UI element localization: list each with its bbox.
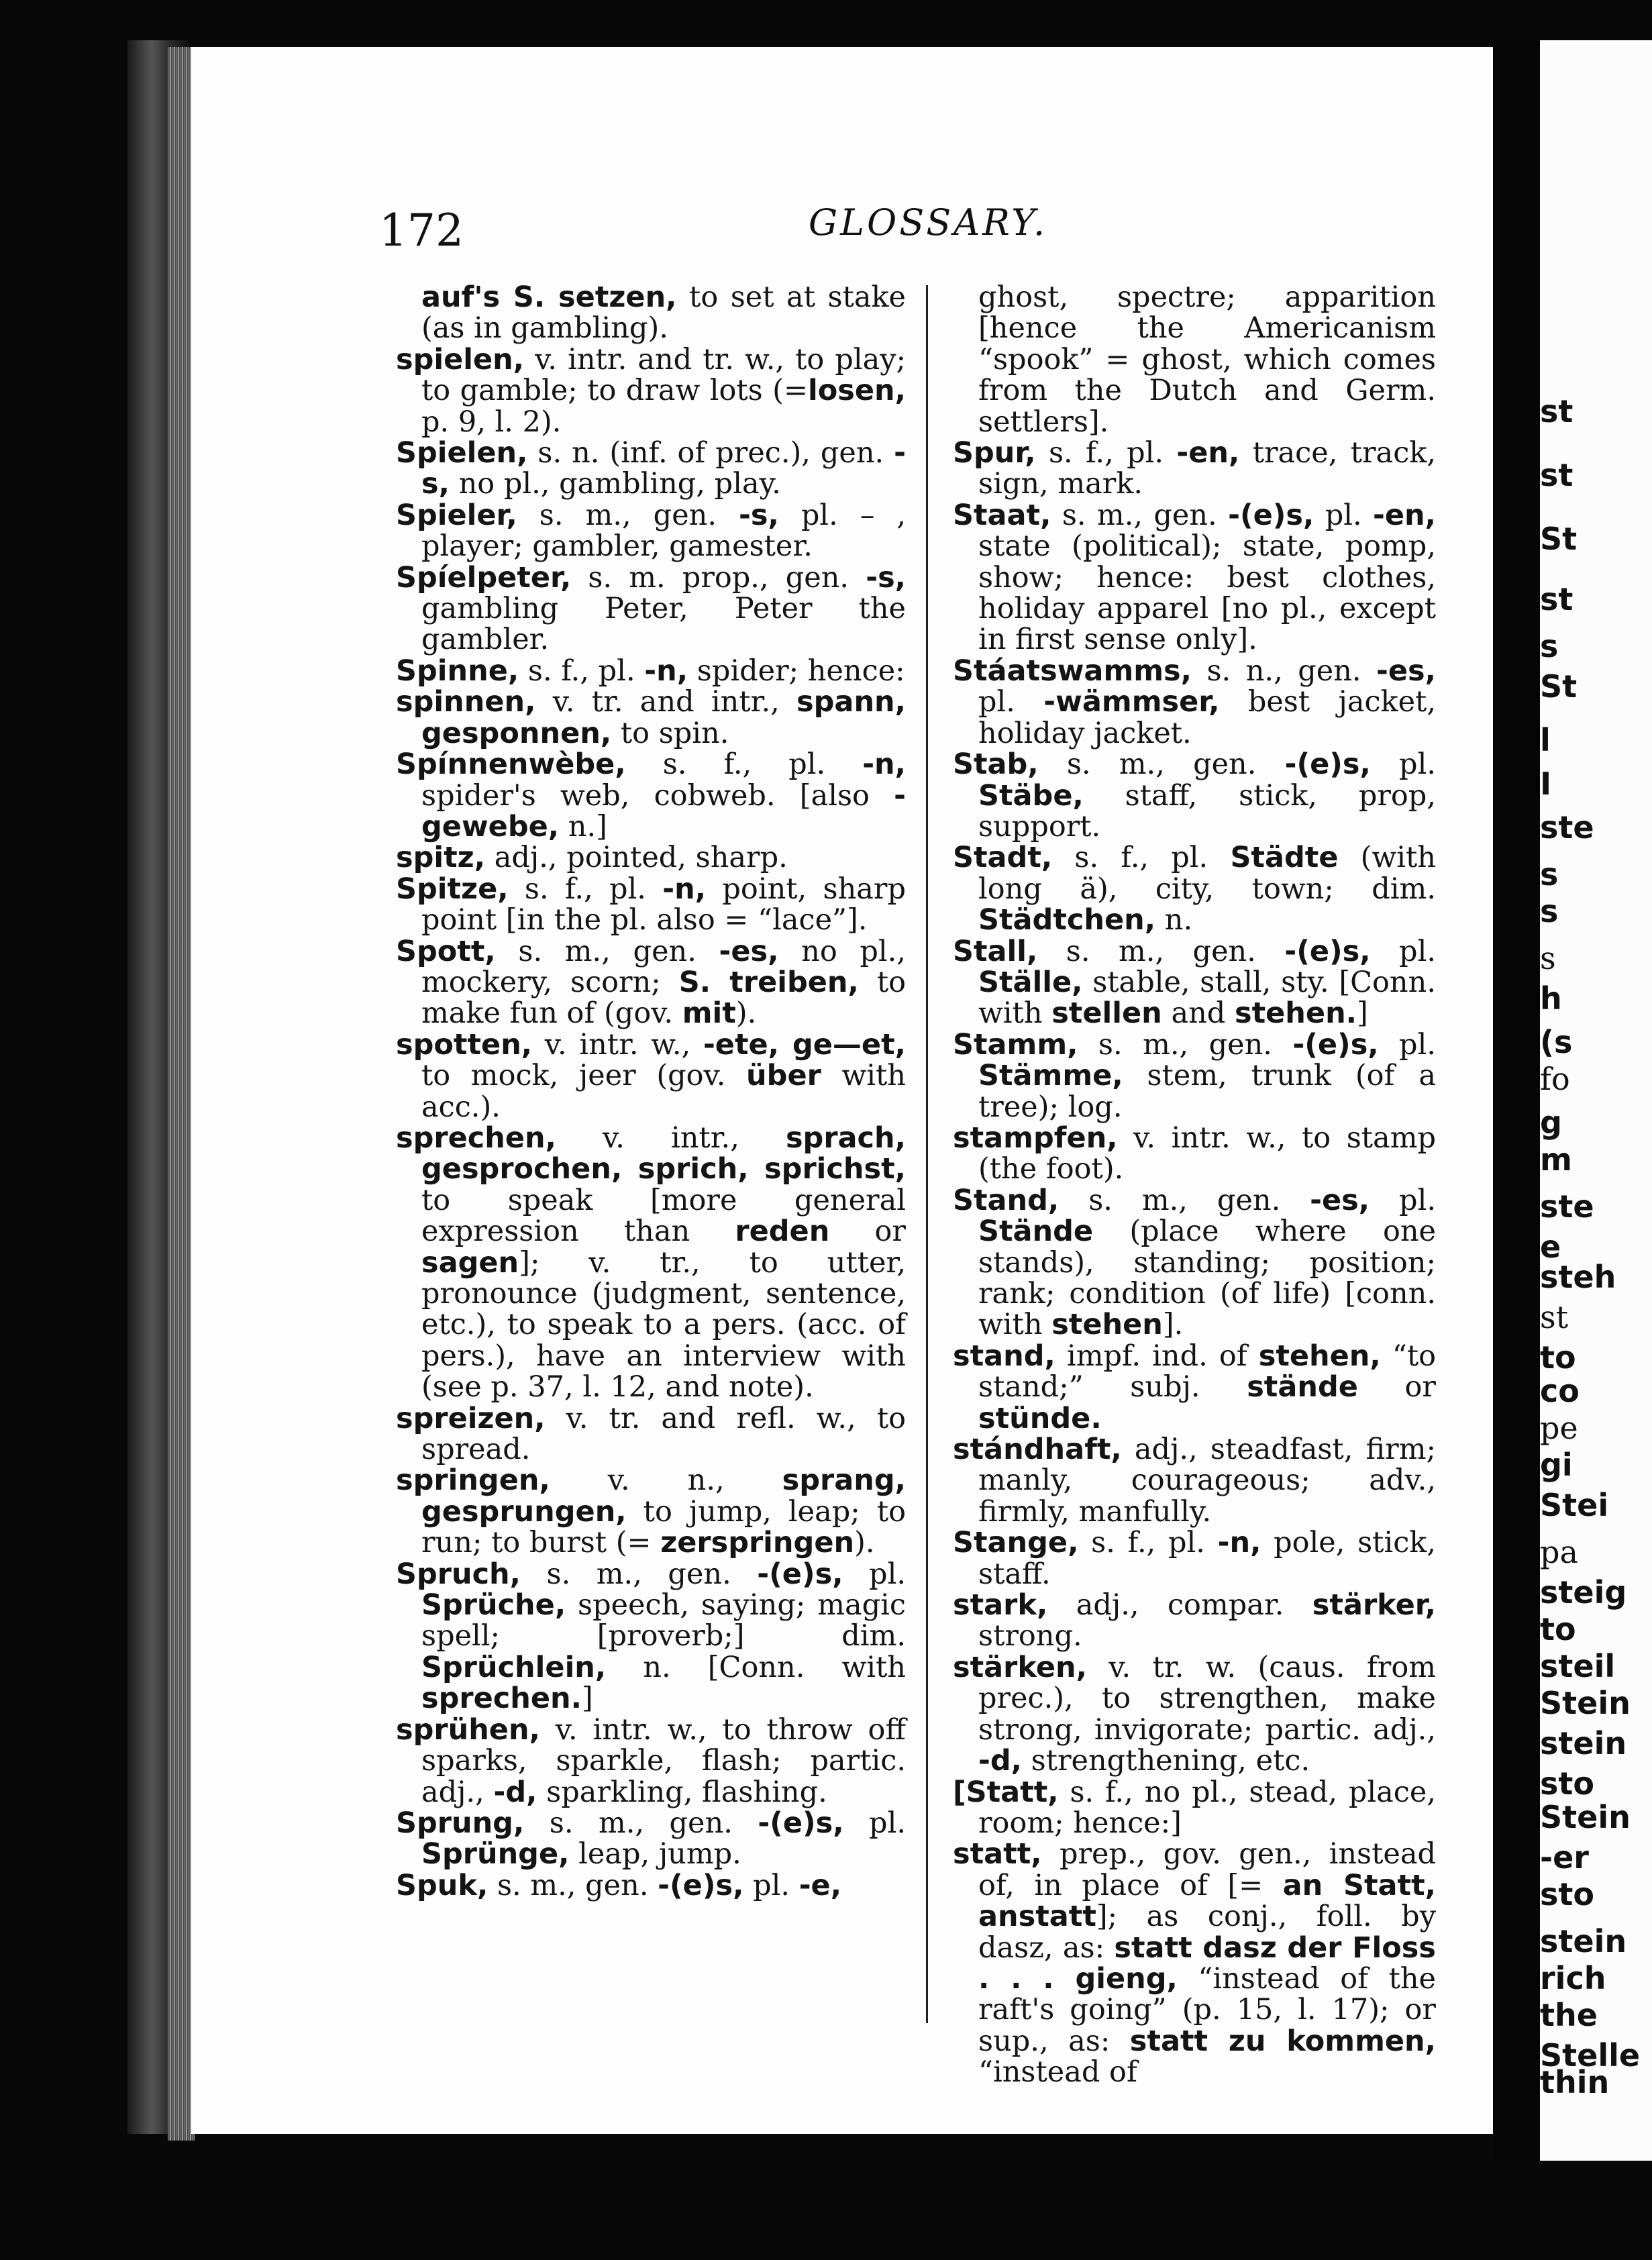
definition-text: s. n., gen. bbox=[1192, 654, 1377, 688]
glossary-entry bbox=[396, 749, 906, 842]
definition-text: pl. bbox=[1370, 748, 1436, 782]
bold-form: -es, bbox=[719, 934, 779, 968]
bold-form: stehen. bbox=[1234, 996, 1357, 1031]
definition-text: best jacket, holiday jacket. bbox=[978, 685, 1436, 750]
bold-form: -n, bbox=[662, 872, 707, 906]
headword: spielen, bbox=[396, 342, 525, 376]
definition-text: no pl., mockery, scorn; bbox=[421, 934, 906, 999]
bold-form: sprang, gesprungen, bbox=[421, 1463, 906, 1529]
definition-text: s. n. (inf. of prec.), gen. bbox=[527, 436, 894, 470]
bold-form: -s, bbox=[739, 498, 779, 532]
bold-form: -(e)s, bbox=[1292, 1027, 1379, 1062]
bold-form: -(e)s, bbox=[1284, 934, 1371, 968]
glossary-entry bbox=[396, 1123, 906, 1403]
next-page-text-fragment: steh bbox=[1540, 1259, 1616, 1295]
page-number: 172 bbox=[379, 205, 464, 256]
next-page-text-fragment: h bbox=[1540, 980, 1562, 1017]
definition-text: s. f., pl. bbox=[625, 748, 863, 782]
headword: Spruch, bbox=[396, 1557, 521, 1591]
next-page-text-fragment: Stein bbox=[1540, 1799, 1631, 1835]
definition-text: n.] bbox=[559, 809, 607, 843]
bold-form: spann, gesponnen, bbox=[421, 685, 906, 750]
bold-form: stellen bbox=[1051, 996, 1162, 1031]
headword: Spinne, bbox=[396, 654, 519, 688]
headword: Stáatswamms, bbox=[953, 654, 1192, 688]
headword: [Statt, bbox=[953, 1775, 1059, 1809]
next-page-text-fragment: e bbox=[1540, 1229, 1561, 1265]
definition-text: no pl., gambling, play. bbox=[449, 467, 781, 501]
bold-form: -wämmser, bbox=[1043, 685, 1220, 719]
left-column bbox=[396, 282, 906, 1901]
glossary-entry bbox=[953, 1527, 1436, 1590]
definition-text: v. intr. w., to stamp (the foot). bbox=[978, 1121, 1436, 1186]
definition-text: s. m., gen. bbox=[1037, 934, 1285, 968]
glossary-entry bbox=[953, 1185, 1436, 1341]
next-page-text-fragment: ste bbox=[1540, 1188, 1594, 1225]
bold-form: mit bbox=[682, 996, 736, 1031]
glossary-entry bbox=[396, 1029, 906, 1123]
running-head: GLOSSARY. bbox=[809, 201, 1048, 244]
definition-text: or bbox=[829, 1215, 906, 1249]
next-page-text-fragment: gi bbox=[1540, 1447, 1573, 1483]
glossary-entry bbox=[396, 500, 906, 562]
bold-form: -en, bbox=[1176, 436, 1240, 470]
bold-form: -es, bbox=[1310, 1183, 1370, 1217]
bold-form: -(e)s, bbox=[1284, 748, 1371, 782]
next-page-text-fragment: s bbox=[1540, 893, 1559, 929]
bold-form: -gewebe, bbox=[421, 778, 906, 843]
next-page-text-fragment: pe bbox=[1540, 1410, 1578, 1446]
next-page-text-fragment: stein bbox=[1540, 1725, 1627, 1761]
definition-text: staff, stick, prop, support. bbox=[978, 778, 1436, 843]
headword: springen, bbox=[396, 1463, 550, 1498]
next-page-text-fragment: Stelle bbox=[1540, 2037, 1641, 2073]
next-page-text-fragment: ste bbox=[1540, 809, 1594, 845]
definition-text: ghost, spectre; apparition [hence the Americanism “spook” = ghost, which comes from the Dutch and Germ. settlers]. bbox=[978, 280, 1436, 439]
definition-text: trace, track, sign, mark. bbox=[978, 436, 1436, 501]
bold-form: -(e)s, bbox=[658, 1868, 744, 1902]
bold-form: reden bbox=[735, 1215, 830, 1249]
definition-text: strong. bbox=[978, 1619, 1082, 1653]
definition-text: or bbox=[1357, 1370, 1436, 1404]
bold-form: statt dasz der Floss . . . gieng, bbox=[978, 1931, 1436, 1996]
definition-text: (place where one stands), standing; position; rank; condition (of life) [conn. with bbox=[978, 1215, 1436, 1342]
glossary-entry bbox=[396, 1714, 906, 1808]
glossary-entry bbox=[396, 656, 906, 686]
headword: Sprung, bbox=[396, 1806, 525, 1840]
headword: Spínnenwèbe, bbox=[396, 748, 626, 782]
headword: Spur, bbox=[953, 436, 1036, 470]
bold-form: S. treiben, bbox=[678, 965, 859, 999]
next-page-text-fragment: pa bbox=[1540, 1534, 1578, 1570]
page-edges bbox=[168, 47, 195, 2141]
definition-text: stable, stall, sty. [Conn. with bbox=[978, 965, 1436, 1031]
headword: Spott, bbox=[396, 934, 496, 968]
glossary-entry bbox=[953, 1123, 1436, 1185]
glossary-entry bbox=[953, 1590, 1436, 1652]
headword: Stamm, bbox=[953, 1027, 1078, 1062]
definition-text: to make fun of (gov. bbox=[421, 965, 906, 1031]
next-page-text-fragment: co bbox=[1540, 1373, 1580, 1409]
glossary-entry bbox=[396, 874, 906, 936]
bold-form: -(e)s, bbox=[758, 1806, 844, 1840]
definition-text: s. m., gen. bbox=[1078, 1027, 1293, 1062]
glossary-entry bbox=[396, 344, 906, 438]
definition-text: v. intr. w., bbox=[532, 1027, 703, 1062]
bold-form: stehen, bbox=[1258, 1339, 1381, 1373]
glossary-entry bbox=[396, 438, 906, 500]
definition-text: adj., compar. bbox=[1047, 1588, 1312, 1623]
headword: stand, bbox=[953, 1339, 1055, 1373]
bold-form: Stände bbox=[978, 1215, 1094, 1249]
definition-text: “to stand;” subj. bbox=[978, 1339, 1436, 1404]
bold-form: Städtchen, bbox=[978, 903, 1156, 937]
definition-text: pl. bbox=[1314, 498, 1374, 532]
glossary-entry bbox=[396, 1403, 906, 1466]
definition-text: leap, jump. bbox=[569, 1837, 741, 1871]
glossary-entry bbox=[396, 1559, 906, 1714]
next-page-text-fragment: st bbox=[1540, 393, 1573, 429]
bold-form: -en, bbox=[1373, 498, 1436, 532]
bold-form: -n, bbox=[1217, 1526, 1261, 1560]
definition-text: sparkling, flashing. bbox=[537, 1775, 827, 1809]
definition-text: n. [Conn. with bbox=[606, 1650, 906, 1684]
glossary-entry bbox=[953, 1341, 1436, 1434]
definition-text: pl. bbox=[743, 1868, 799, 1902]
bold-form: sprechen. bbox=[421, 1682, 582, 1716]
next-page-text-fragment: s bbox=[1540, 940, 1556, 976]
glossary-entry bbox=[953, 1029, 1436, 1123]
next-page-text-fragment: sto bbox=[1540, 1876, 1594, 1912]
next-page-text-fragment: -er bbox=[1540, 1839, 1589, 1876]
bold-form: stünde. bbox=[978, 1401, 1102, 1435]
definition-text: ). bbox=[735, 996, 757, 1031]
definition-text: s. m. prop., gen. bbox=[571, 560, 866, 595]
definition-text: pl. bbox=[1378, 1027, 1436, 1062]
definition-text: p. 9, l. 2). bbox=[421, 405, 562, 439]
headword: Staat, bbox=[953, 498, 1051, 532]
glossary-entry bbox=[396, 842, 906, 873]
definition-text: s. f., pl. bbox=[1052, 841, 1231, 875]
column-rule bbox=[926, 285, 928, 2023]
bold-form: sagen bbox=[421, 1245, 519, 1280]
headword: stärken, bbox=[953, 1650, 1087, 1684]
headword: spitz, bbox=[396, 841, 486, 875]
definition-text: to spin. bbox=[611, 716, 729, 750]
next-page-fragment bbox=[1540, 40, 1652, 2161]
glossary-entry bbox=[953, 1839, 1436, 2088]
definition-text: pl. bbox=[1370, 934, 1436, 968]
bold-form: -es, bbox=[1376, 654, 1436, 688]
definition-text: “instead of bbox=[978, 2055, 1137, 2090]
next-page-text-fragment: steil bbox=[1540, 1648, 1616, 1684]
definition-text: spider's web, cobweb. [also bbox=[421, 778, 894, 813]
definition-text: ]; v. tr., to utter, pronounce (judgment, sentence, etc.), to speak to a pers. (acc. of pers.), have an interview with (see p. 37, l. 12, and note). bbox=[421, 1245, 906, 1404]
definition-text: prep., gov. gen., instead of, in place of [= bbox=[978, 1837, 1436, 1902]
definition-text: and bbox=[1161, 996, 1235, 1031]
definition-text: adj., pointed, sharp. bbox=[485, 841, 788, 875]
next-page-text-fragment: rich bbox=[1540, 1960, 1606, 1996]
next-page-text-fragment: st bbox=[1540, 1299, 1569, 1335]
headword: Stadt, bbox=[953, 841, 1053, 875]
definition-text: ] bbox=[1357, 996, 1368, 1031]
next-page-text-fragment: I bbox=[1540, 766, 1552, 802]
headword: statt, bbox=[953, 1837, 1042, 1871]
definition-text: to jump, leap; to run; to burst (= bbox=[421, 1494, 906, 1560]
next-page-text-fragment: st bbox=[1540, 581, 1573, 617]
definition-text: s. m., gen. bbox=[1059, 1183, 1310, 1217]
right-column bbox=[953, 282, 1436, 2088]
bold-form: -d, bbox=[493, 1775, 537, 1809]
definition-text: s. m., gen. bbox=[517, 498, 739, 532]
bold-form: statt zu kommen, bbox=[1129, 2024, 1436, 2058]
bold-form: Sprüche, bbox=[421, 1588, 566, 1623]
glossary-entry bbox=[396, 686, 906, 749]
next-page-text-fragment: thin bbox=[1540, 2064, 1610, 2100]
glossary-entry bbox=[396, 282, 906, 344]
next-page-text-fragment: Stei bbox=[1540, 1487, 1609, 1523]
definition-text: to mock, jeer (gov. bbox=[421, 1059, 747, 1093]
definition-text: s. f., no pl., stead, place, room; hence:] bbox=[978, 1775, 1436, 1840]
bold-form: Stämme, bbox=[978, 1059, 1123, 1093]
glossary-entry bbox=[953, 1652, 1436, 1777]
bold-form: losen, bbox=[808, 374, 906, 408]
definition-text: ]. bbox=[1162, 1308, 1184, 1342]
definition-text: s. m., gen. bbox=[521, 1557, 758, 1591]
glossary-entry bbox=[953, 1777, 1436, 1839]
glossary-entry bbox=[396, 936, 906, 1029]
headword: Spieler, bbox=[396, 498, 517, 532]
headword: Stange, bbox=[953, 1526, 1079, 1560]
bold-form: -s, bbox=[421, 436, 906, 501]
definition-text: stem, trunk (of a tree); log. bbox=[978, 1059, 1436, 1124]
bold-form: -ete, ge—et, bbox=[703, 1027, 906, 1062]
glossary-entry bbox=[396, 1465, 906, 1558]
definition-text: pole, stick, staff. bbox=[978, 1526, 1436, 1591]
glossary-entry bbox=[953, 842, 1436, 935]
definition-text: v. tr. and refl. w., to spread. bbox=[421, 1401, 906, 1467]
definition-text: v. n., bbox=[550, 1463, 782, 1498]
definition-text: n. bbox=[1155, 903, 1193, 937]
definition-text: pl. – , player; gambler, gamester. bbox=[421, 498, 907, 564]
bold-form: an Statt, anstatt bbox=[978, 1868, 1436, 1934]
bold-form: Sprünge, bbox=[421, 1837, 570, 1871]
definition-text: s. m., gen. bbox=[524, 1806, 758, 1840]
definition-text: ]; as conj., foll. by dasz, as: bbox=[978, 1900, 1436, 1965]
definition-text: to set at stake (as in gambling). bbox=[421, 280, 906, 346]
glossary-entry bbox=[396, 562, 906, 656]
headword: stampfen, bbox=[953, 1121, 1118, 1155]
glossary-entry bbox=[953, 1434, 1436, 1527]
definition-text: impf. ind. of bbox=[1055, 1339, 1259, 1373]
next-page-text-fragment: St bbox=[1540, 668, 1578, 705]
headword: Spielen, bbox=[396, 436, 528, 470]
bold-form: -d, bbox=[978, 1744, 1022, 1778]
definition-text: state (political); state, pomp, show; hence: best clothes, holiday apparel [no pl., except in first sense only]. bbox=[978, 529, 1436, 657]
next-page-text-fragment: the bbox=[1540, 1997, 1598, 2033]
definition-text: s. m., gen. bbox=[488, 1868, 658, 1902]
bold-form: stärker, bbox=[1312, 1588, 1436, 1623]
glossary-entry bbox=[953, 656, 1436, 749]
next-page-text-fragment: Stein bbox=[1540, 1685, 1631, 1721]
headword: spotten, bbox=[396, 1027, 533, 1062]
bold-form: -n, bbox=[862, 748, 906, 782]
glossary-entry bbox=[953, 438, 1436, 500]
headword: auf's S. setzen, bbox=[421, 280, 677, 314]
headword: stark, bbox=[953, 1588, 1048, 1623]
bold-form: -s, bbox=[866, 560, 906, 595]
glossary-entry bbox=[953, 500, 1436, 656]
glossary-entry bbox=[953, 282, 1436, 438]
glossary-entry bbox=[953, 749, 1436, 842]
bold-form: -(e)s, bbox=[1228, 498, 1314, 532]
definition-text: v. tr. w. (caus. from prec.), to strengthen, make strong, invigorate; partic. adj., bbox=[978, 1650, 1436, 1747]
bold-form: -n, bbox=[644, 654, 688, 688]
definition-text: s. f., pl. bbox=[1078, 1526, 1218, 1560]
definition-text: speech, saying; magic spell; [proverb;] dim. bbox=[421, 1588, 906, 1653]
next-page-text-fragment: s bbox=[1540, 856, 1559, 892]
definition-text: s. m., gen. bbox=[1038, 748, 1285, 782]
next-page-text-fragment: g bbox=[1540, 1105, 1562, 1141]
glossary-entry bbox=[953, 936, 1436, 1029]
next-page-text-fragment: (s bbox=[1540, 1024, 1573, 1060]
headword: Spitze, bbox=[396, 872, 509, 906]
headword: spreizen, bbox=[396, 1401, 546, 1435]
definition-text: s. m., gen. bbox=[1051, 498, 1229, 532]
next-page-text-fragment: steig bbox=[1540, 1574, 1627, 1610]
bold-form: stehen bbox=[1051, 1308, 1163, 1342]
bold-form: sprach, gesprochen, sprich, sprichst, bbox=[421, 1121, 906, 1186]
bold-form: zerspringen bbox=[660, 1526, 855, 1560]
definition-text: v. intr., bbox=[556, 1121, 786, 1155]
bold-form: Städte bbox=[1230, 841, 1339, 875]
bold-form: Sprüchlein, bbox=[421, 1650, 607, 1684]
bold-form: stände bbox=[1247, 1370, 1358, 1404]
definition-text: s. f., pl. bbox=[508, 872, 663, 906]
glossary-entry bbox=[396, 1808, 906, 1870]
glossary-entry bbox=[396, 1870, 906, 1901]
bold-form: -e, bbox=[798, 1868, 842, 1902]
definition-text: ] bbox=[581, 1682, 593, 1716]
definition-text: pl. bbox=[843, 1806, 906, 1840]
definition-text: pl. bbox=[978, 685, 1044, 719]
definition-text: adj., steadfast, firm; manly, courageous; adv., firmly, manfully. bbox=[978, 1433, 1436, 1529]
definition-text: s. f., pl. bbox=[1035, 436, 1177, 470]
definition-text: s. m., gen. bbox=[495, 934, 719, 968]
headword: Spíelpeter, bbox=[396, 560, 572, 595]
bold-form: -(e)s, bbox=[757, 1557, 843, 1591]
next-page-text-fragment: St bbox=[1540, 521, 1578, 557]
headword: Stall, bbox=[953, 934, 1038, 968]
next-page-text-fragment: sto bbox=[1540, 1765, 1594, 1802]
headword: spinnen, bbox=[396, 685, 536, 719]
definition-text: spider; hence: bbox=[688, 654, 905, 688]
next-page-text-fragment: stein bbox=[1540, 1923, 1627, 1959]
headword: sprühen, bbox=[396, 1712, 540, 1747]
headword: Spuk, bbox=[396, 1868, 488, 1902]
book-gutter bbox=[1493, 40, 1540, 2161]
definition-text: “instead of the raft's going” (p. 15, l. 17); or sup., as: bbox=[978, 1961, 1436, 2058]
headword: sprechen, bbox=[396, 1121, 556, 1155]
bold-form: über bbox=[746, 1059, 821, 1093]
definition-text: (with long ä), city, town; dim. bbox=[978, 841, 1436, 906]
definition-text: pl. bbox=[843, 1557, 906, 1591]
next-page-text-fragment: to bbox=[1540, 1339, 1576, 1376]
headword: Stab, bbox=[953, 748, 1039, 782]
definition-text: v. intr. w., to throw off sparks, sparkle, flash; partic. adj., bbox=[421, 1712, 906, 1809]
headword: stándhaft, bbox=[953, 1433, 1122, 1467]
definition-text: gambling Peter, Peter the gambler. bbox=[421, 592, 906, 657]
next-page-text-fragment: to bbox=[1540, 1611, 1576, 1647]
next-page-text-fragment: m bbox=[1540, 1141, 1572, 1178]
definition-text: s. f., pl. bbox=[519, 654, 645, 688]
definition-text: point, sharp point [in the pl. also = “lace”]. bbox=[421, 872, 907, 937]
definition-text: pl. bbox=[1370, 1183, 1436, 1217]
next-page-text-fragment: l bbox=[1540, 722, 1551, 758]
next-page-text-fragment: st bbox=[1540, 457, 1573, 493]
definition-text: v. intr. and tr. w., to play; to gamble; to draw lots (= bbox=[421, 342, 906, 408]
definition-text: v. tr. and intr., bbox=[535, 685, 797, 719]
next-page-text-fragment: s bbox=[1540, 628, 1559, 664]
next-page-text-fragment: fo bbox=[1540, 1061, 1570, 1097]
definition-text: with acc.). bbox=[421, 1059, 906, 1124]
definition-text: to speak [more general expression than bbox=[421, 1183, 906, 1249]
bold-form: Ställe, bbox=[978, 965, 1083, 999]
definition-text: strengthening, etc. bbox=[1021, 1744, 1310, 1778]
definition-text: ). bbox=[854, 1526, 875, 1560]
bold-form: Stäbe, bbox=[978, 778, 1084, 813]
headword: Stand, bbox=[953, 1183, 1060, 1217]
